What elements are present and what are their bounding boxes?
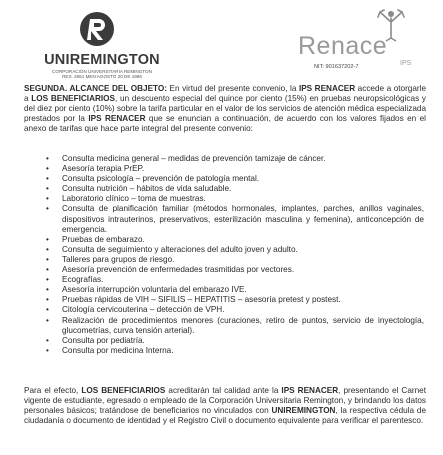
- list-item: [46, 285, 424, 295]
- list-item: [46, 194, 424, 204]
- r-circle-logo-icon: [78, 10, 116, 48]
- uniremington-subtitle-line2: RES. 2661 MEN AGOSTO 20 DE 1996: [62, 74, 142, 79]
- service-text: Pruebas rápidas de VIH – SIFILIS – HEPATITIS – asesoría pretest y postest.: [62, 295, 341, 305]
- list-item: [46, 255, 424, 265]
- clause-heading: SEGUNDA. ALCANCE DEL OBJETO:: [24, 84, 167, 93]
- bullet-icon: •: [46, 345, 49, 355]
- beneficiaries-term: LOS BENEFICIARIOS: [31, 93, 116, 103]
- list-item: [46, 154, 424, 164]
- bullet-icon: •: [46, 265, 49, 275]
- service-text: Ecografías.: [62, 275, 104, 285]
- ips-name: IPS RENACER: [88, 113, 146, 123]
- closing-text-b: acreditarán tal calidad ante la: [165, 386, 282, 395]
- clause-text-c: , un descuento especial del quince por ciento (15%) en pruebas neuropsicológicas y del diez por ciento (10%) sobre la tarifa particular en el valor de los servicios de atención médica especializada prestados por la: [24, 93, 426, 123]
- bullet-icon: •: [46, 154, 49, 163]
- uniremington-subtitle-line1: CORPORACIÓN UNIVERSITARIA REMINGTON: [52, 69, 152, 74]
- service-text: Pruebas de embarazo.: [62, 234, 145, 244]
- service-text: Consulta psicología – prevención de patología mental.: [62, 174, 260, 184]
- bullet-icon: •: [46, 295, 49, 305]
- list-item: [46, 184, 424, 194]
- uniremington-term: UNIREMINGTON: [271, 405, 336, 415]
- bullet-icon: •: [46, 254, 49, 264]
- list-item: [46, 336, 424, 346]
- service-text: Consulta de planificación familiar (métodos hormonales, implantes, parches, anillos vaginales, dispositivos intrauterinos, preservativos, esterilización masculina y femenina), anticoncepción de emergencia.: [62, 204, 424, 234]
- service-text: Consulta de seguimiento y alteraciones del adulto joven y adulto.: [62, 244, 298, 254]
- list-item: [46, 164, 424, 174]
- bullet-icon: •: [46, 204, 49, 214]
- services-list: [46, 154, 424, 356]
- service-text: Talleres para grupos de riesgo.: [62, 254, 175, 264]
- closing-text-d: , la respectiva cédula de ciudadanía o documento de identidad y el Registro Civil o documento equivalente para verificar el parentesco.: [24, 405, 426, 425]
- bullet-icon: •: [46, 184, 49, 194]
- nit-number: NIT: 901637202-7: [314, 64, 359, 70]
- bullet-icon: •: [46, 244, 49, 254]
- list-item: [46, 346, 424, 356]
- list-item: [46, 316, 424, 336]
- service-text: Consulta medicina general – medidas de prevención tamizaje de cáncer.: [62, 154, 326, 163]
- list-item: [46, 265, 424, 275]
- service-text: Realización de procedimientos menores (curaciones, retiro de puntos, servicio de inyectología, glucometrías, curva tensión arterial).: [62, 315, 424, 335]
- bullet-icon: •: [46, 275, 49, 285]
- bullet-icon: •: [46, 315, 49, 325]
- bullet-icon: •: [46, 335, 49, 345]
- clause-text-b: accede a otorgarle a: [24, 84, 427, 103]
- service-text: Asesoría interrupción voluntaria del embarazo IVE.: [62, 285, 247, 295]
- list-item: [46, 275, 424, 285]
- service-text: Consulta por pediatría.: [62, 335, 145, 345]
- list-item: [46, 174, 424, 184]
- service-text: Asesoría terapia PrEP.: [62, 164, 145, 174]
- list-item: [46, 245, 424, 255]
- bullet-icon: •: [46, 305, 49, 315]
- bullet-icon: •: [46, 164, 49, 174]
- closing-text-a: Para el efecto,: [24, 386, 82, 395]
- ips-name: IPS RENACER: [281, 386, 339, 395]
- bullet-icon: •: [46, 234, 49, 244]
- uniremington-subtitle: [22, 69, 182, 79]
- list-item: [46, 204, 424, 234]
- clause-text-d: que se enuncian a continuación, de acuerdo con los valores fijados en el anexo de tarifas que hace parte integral del presente convenio:: [24, 113, 426, 133]
- bullet-icon: •: [46, 174, 49, 184]
- service-text: Laboratorio clínico – toma de muestras.: [62, 194, 206, 204]
- uniremington-wordmark: UNIREMINGTON: [44, 52, 160, 68]
- figure-icon: [376, 8, 406, 42]
- service-text: Citología cervicouterina – detección de VPH.: [62, 305, 225, 315]
- ips-name: IPS RENACER: [298, 84, 356, 93]
- list-item: [46, 295, 424, 305]
- list-item: [46, 235, 424, 245]
- closing-text-c: , presentando el Carnet vigente de estudiante, egresado o empleado de la Corporación Universitaria Remington, y brindando los datos personales básicos; tratándose de beneficiarios no vinculados con: [24, 386, 426, 415]
- renacer-wordmark: Renace: [298, 32, 388, 60]
- uniremington-logo: [22, 10, 182, 78]
- renacer-ips-label: IPS: [400, 60, 412, 67]
- clause-text-a: En virtud del presente convenio, la: [167, 84, 299, 93]
- bullet-icon: •: [46, 194, 49, 204]
- beneficiaries-term: LOS BENEFICIARIOS: [81, 386, 166, 395]
- closing-paragraph: [24, 386, 426, 426]
- list-item: [46, 305, 424, 315]
- clause-paragraph: [24, 84, 426, 134]
- bullet-icon: •: [46, 285, 49, 295]
- service-text: Asesoría prevención de enfermedades trasmitidas por vectores.: [62, 265, 295, 275]
- service-text: Consulta por medicina Interna.: [62, 345, 174, 355]
- service-text: Consulta nutrición – hábitos de vida saludable.: [62, 184, 232, 194]
